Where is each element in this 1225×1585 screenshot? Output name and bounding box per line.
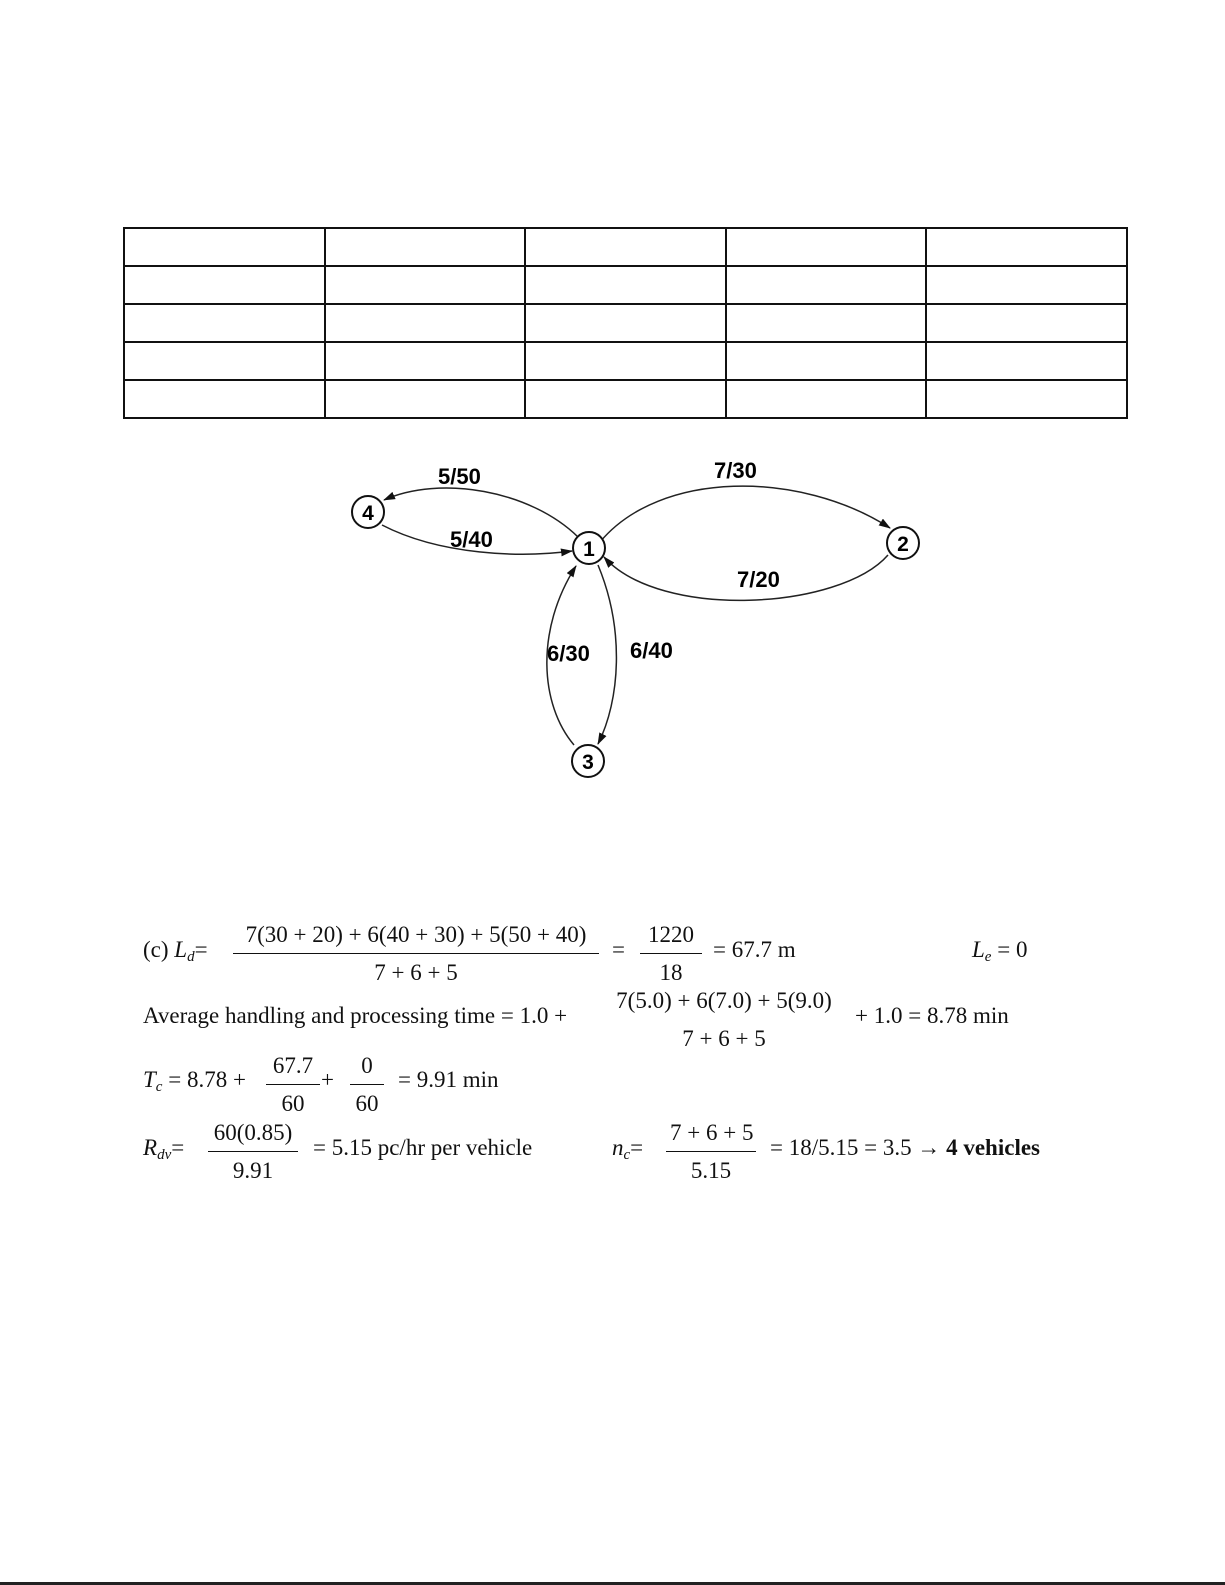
table-cell: [926, 380, 1127, 418]
tc-var: T: [143, 1067, 156, 1092]
table-cell: [726, 228, 927, 266]
table-cell: [525, 380, 726, 418]
ld-var: L: [174, 937, 188, 962]
nc-final: 4 vehicles: [946, 1135, 1040, 1160]
table-cell: [926, 266, 1127, 304]
node-1: [573, 532, 605, 564]
tc-lhs: [143, 1068, 246, 1095]
ld-denominator: 7 + 6 + 5: [374, 960, 458, 985]
table-cell: [926, 342, 1127, 380]
table-cell: [325, 304, 526, 342]
table-cell: [525, 342, 726, 380]
table-cell: [726, 380, 927, 418]
table-cell: [926, 304, 1127, 342]
ld-fraction2: [640, 922, 702, 986]
le-result: = 0: [997, 937, 1028, 962]
ld-result: = 67.7 m: [713, 937, 796, 962]
tc-denominator2: 60: [355, 1091, 379, 1116]
edge-label-1-2: 7/30: [714, 458, 757, 483]
table-cell: [325, 380, 526, 418]
table-row: [124, 380, 1127, 418]
table-row: [124, 228, 1127, 266]
ld-denominator2: 18: [659, 960, 683, 985]
tc-result: = 9.91 min: [398, 1067, 499, 1092]
table-cell: [525, 266, 726, 304]
table-cell: [124, 342, 325, 380]
table-cell: [124, 380, 325, 418]
tc-plus: +: [321, 1067, 334, 1092]
handling-result: + 1.0 = 8.78 min: [855, 1003, 1009, 1028]
rdv-fraction: [208, 1120, 298, 1184]
ld-eq: =: [194, 937, 208, 962]
empty-table: [123, 227, 1128, 419]
rdv-sub: dv: [157, 1147, 172, 1163]
node-3: [572, 745, 604, 777]
tc-sub: c: [155, 1079, 163, 1095]
le-equation: [972, 938, 1027, 965]
tc-denominator1: 60: [281, 1091, 305, 1116]
ld-sub: d: [187, 949, 195, 965]
table-cell: [124, 228, 325, 266]
table-cell: [325, 342, 526, 380]
ld-eq2: =: [612, 937, 625, 962]
node-4-label: 4: [362, 502, 374, 525]
le-sub: e: [984, 949, 992, 965]
table-cell: [325, 266, 526, 304]
node-2-label: 2: [897, 533, 909, 556]
le-var: L: [972, 937, 985, 962]
nc-numerator: 7 + 6 + 5: [670, 1120, 754, 1145]
node-1-label: 1: [583, 538, 595, 561]
ld-prefix: (c): [143, 937, 175, 962]
tc-text: = 8.78 +: [168, 1067, 246, 1092]
rdv-lhs: [143, 1136, 184, 1163]
table-row: [124, 342, 1127, 380]
rdv-result: = 5.15 pc/hr per vehicle: [313, 1135, 533, 1160]
ld-fraction: [233, 922, 599, 986]
edge-label-1-4: 5/50: [438, 464, 481, 489]
edge-1-3: [598, 565, 616, 744]
table-row: [124, 304, 1127, 342]
rdv-eq: =: [171, 1135, 185, 1160]
tc-numerator1: 67.7: [272, 1053, 314, 1078]
edge-label-3-1: 6/30: [547, 641, 590, 666]
table-cell: [726, 266, 927, 304]
table-cell: [525, 228, 726, 266]
nc-arrow: →: [917, 1135, 941, 1160]
nc-fraction: [666, 1120, 756, 1184]
tc-numerator2: 0: [361, 1053, 373, 1078]
table-cell: [325, 228, 526, 266]
edge-1-2: [600, 486, 890, 542]
ld-numerator2: 1220: [648, 922, 694, 947]
ld-lhs: [143, 938, 208, 965]
table-cell: [726, 304, 927, 342]
tc-fraction2: [350, 1053, 384, 1117]
table-cell: [926, 228, 1127, 266]
nc-eq: =: [630, 1135, 644, 1160]
handling-fraction: [606, 988, 842, 1052]
network-diagram: [0, 430, 1225, 800]
table-cell: [124, 304, 325, 342]
rdv-denominator: 9.91: [232, 1158, 274, 1183]
table-cell: [124, 266, 325, 304]
nc-denominator: 5.15: [690, 1158, 732, 1183]
rdv-var: R: [143, 1135, 158, 1160]
node-2: [887, 527, 919, 559]
nc-sub: c: [623, 1147, 631, 1163]
edge-label-4-1: 5/40: [450, 527, 493, 552]
node-3-label: 3: [582, 751, 594, 774]
edge-label-1-3: 6/40: [630, 638, 673, 663]
edge-label-2-1: 7/20: [737, 567, 780, 592]
rdv-numerator: 60(0.85): [213, 1120, 293, 1145]
tc-fraction1: [266, 1053, 320, 1117]
handling-numerator: 7(5.0) + 6(7.0) + 5(9.0): [616, 988, 832, 1013]
handling-denominator: 7 + 6 + 5: [682, 1026, 766, 1051]
nc-var: n: [612, 1135, 624, 1160]
handling-text: Average handling and processing time = 1.0 +: [143, 1003, 568, 1028]
table-cell: [525, 304, 726, 342]
nc-result-line: [770, 1136, 1040, 1159]
node-4: [352, 496, 384, 528]
nc-lhs: [612, 1136, 643, 1163]
nc-result: = 18/5.15 = 3.5: [770, 1135, 912, 1160]
table-cell: [726, 342, 927, 380]
table-row: [124, 266, 1127, 304]
ld-numerator: 7(30 + 20) + 6(40 + 30) + 5(50 + 40): [245, 922, 587, 947]
